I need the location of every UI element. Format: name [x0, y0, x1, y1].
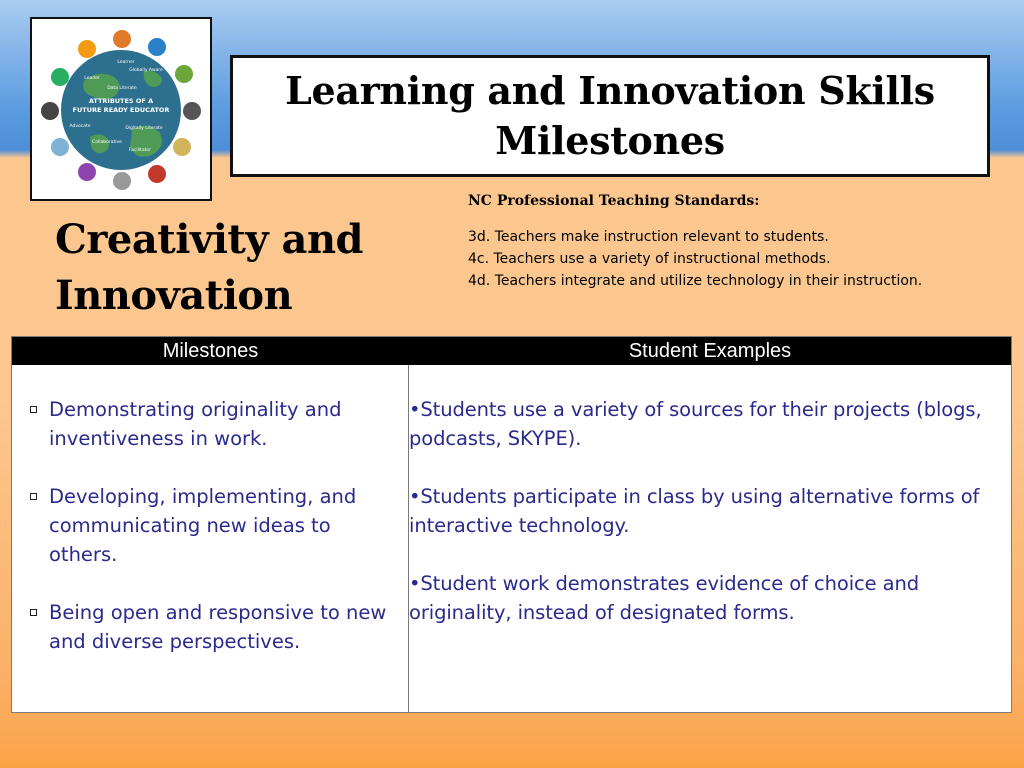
teaching-standards [468, 192, 1020, 292]
section-title [55, 212, 435, 324]
standard-item: 3d. Teachers make instruction relevant to students. [468, 229, 829, 245]
page-title-line1: Learning and Innovation Skills [285, 68, 935, 113]
milestones-table [11, 336, 1012, 713]
svg-text:FUTURE READY EDUCATOR: FUTURE READY EDUCATOR [72, 106, 170, 114]
student-example-item: •Students participate in class by using alternative forms of interactive technology. [409, 485, 980, 537]
square-bullet-icon [30, 493, 37, 500]
page-title [285, 66, 935, 166]
column-header-milestones: Milestones [12, 337, 409, 365]
student-example-item: •Student work demonstrates evidence of choice and originality, instead of designated forms. [409, 572, 920, 624]
standard-item: 4c. Teachers use a variety of instructional methods. [468, 251, 831, 267]
student-example-item: •Students use a variety of sources for their projects (blogs, podcasts, SKYPE). [409, 398, 982, 450]
milestones-column [30, 395, 402, 685]
title-box [230, 55, 990, 177]
milestone-item [30, 598, 402, 656]
svg-text:Digitally Literate: Digitally Literate [125, 126, 163, 131]
student-examples-column [409, 395, 1013, 656]
section-title-line2: Innovation [55, 272, 293, 319]
milestone-text: Developing, implementing, and communicating new ideas to others. [49, 485, 357, 566]
milestone-text: Demonstrating originality and inventiveness in work. [49, 398, 342, 450]
milestone-item [30, 395, 402, 453]
svg-text:Facilitator: Facilitator [128, 148, 152, 153]
svg-text:Collaborative: Collaborative [92, 140, 122, 145]
future-ready-educator-logo [30, 17, 212, 201]
svg-text:Advocate: Advocate [69, 124, 91, 129]
milestone-item [30, 482, 402, 569]
section-title-line1: Creativity and [55, 216, 363, 263]
svg-text:Globally Aware: Globally Aware [129, 68, 163, 73]
svg-text:Data Literate: Data Literate [107, 86, 137, 91]
page-title-line2: Milestones [495, 118, 725, 163]
square-bullet-icon [30, 609, 37, 616]
column-header-student-examples: Student Examples [409, 337, 1011, 365]
svg-text:Leader: Leader [84, 76, 100, 81]
milestone-text: Being open and responsive to new and diverse perspectives. [49, 601, 387, 653]
standard-item: 4d. Teachers integrate and utilize technology in their instruction. [468, 273, 923, 289]
svg-text:Learner: Learner [117, 60, 135, 65]
globe-people-icon [32, 19, 210, 199]
svg-text:ATTRIBUTES OF A: ATTRIBUTES OF A [88, 97, 154, 105]
standards-heading: NC Professional Teaching Standards: [468, 193, 760, 209]
square-bullet-icon [30, 406, 37, 413]
